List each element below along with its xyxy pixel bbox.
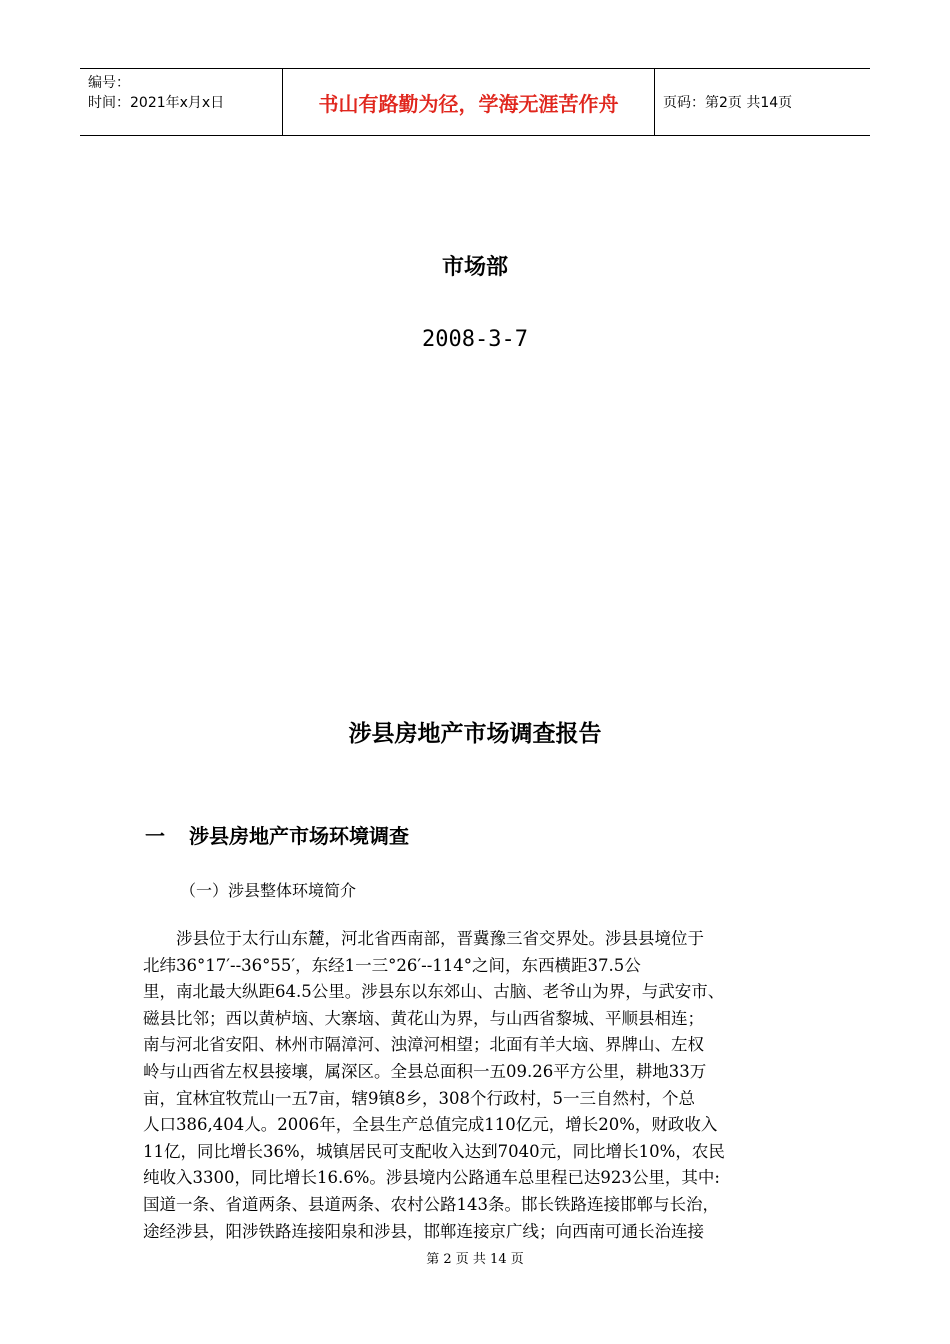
paragraph-line: 南与河北省安阳、林州市隔漳河、浊漳河相望；北面有羊大垴、界牌山、左权 — [143, 1035, 704, 1055]
body-paragraph — [143, 926, 823, 1245]
report-title: 涉县房地产市场调查报告 — [348, 721, 602, 747]
paragraph-line: 11亿，同比增长36%，城镇居民可支配收入达到7040元，同比增长10%，农民 — [143, 1141, 725, 1161]
paragraph-line: 国道一条、省道两条、县道两条、农村公路143条。邯长铁路连接邯郸与长治， — [143, 1194, 719, 1214]
section-heading — [145, 820, 409, 849]
motto-text: 书山有路勤为径，学海无涯苦作舟 — [318, 91, 619, 116]
paragraph-line: 纯收入3300，同比增长16.6%。涉县境内公路通车总里程已达923公里，其中: — [143, 1168, 720, 1188]
department-name: 市场部 — [441, 255, 508, 280]
section-title: 涉县房地产市场环境调查 — [189, 824, 409, 848]
paragraph-line: 北纬36°17′--36°55′，东经1一三°26′--114°之间，东西横距37.5公 — [143, 955, 641, 975]
paragraph-line: 里，南北最大纵距64.5公里。涉县东以东郊山、古脑、老爷山为界，与武安市、 — [143, 982, 725, 1002]
section-number: 一 — [145, 824, 165, 848]
number-label: 编号： — [88, 75, 130, 91]
report-date: 2008-3-7 — [422, 327, 528, 352]
paragraph-line: 途经涉县，阳涉铁路连接阳泉和涉县，邯郸连接京广线；向西南可通长治连接 — [143, 1221, 704, 1241]
page-footer: 第 2 页 共 14 页 — [426, 1252, 524, 1267]
header-motto — [282, 69, 655, 135]
page-header — [80, 68, 870, 136]
paragraph-line: 磁县比邻；西以黄栌垴、大寨垴、黄花山为界，与山西省黎城、平顺县相连； — [143, 1008, 704, 1028]
paragraph-line: 亩，宜林宜牧荒山一五7亩，辖9镇8乡，308个行政村，5一三自然村，个总 — [143, 1088, 695, 1108]
paragraph-line: 涉县位于太行山东麓，河北省西南部，晋冀豫三省交界处。涉县县境位于 — [143, 929, 704, 948]
subsection-heading: （一）涉县整体环境简介 — [180, 881, 357, 900]
page-info-text: 页码：第2页 共14页 — [663, 95, 793, 111]
header-page-info — [655, 69, 870, 135]
header-meta — [80, 69, 282, 135]
time-label: 时间：2021年x月x日 — [88, 95, 225, 111]
paragraph-line: 岭与山西省左权县接壤，属深区。全县总面积一五09.26平方公里，耕地33万 — [143, 1061, 707, 1081]
paragraph-line: 人口386,404人。2006年，全县生产总值完成110亿元，增长20%，财政收入 — [143, 1115, 718, 1135]
